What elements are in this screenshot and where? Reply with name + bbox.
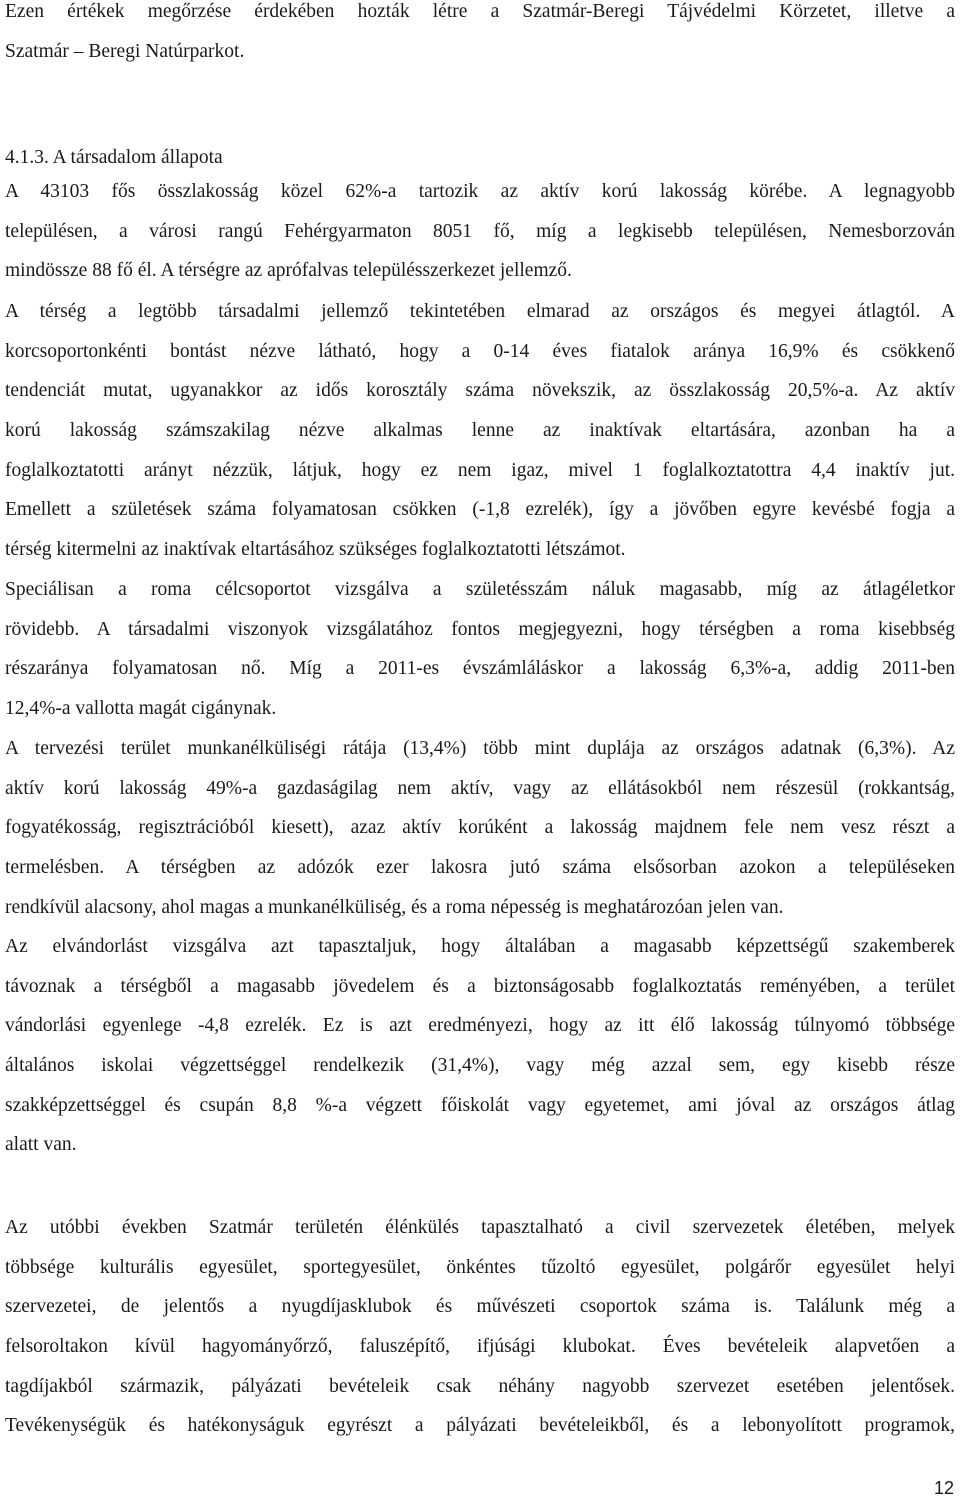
- text-line: többsége kulturális egyesület, sportegyesület, önkéntes tűzoltó egyesület, polgárőr egyesület helyi: [5, 1256, 955, 1278]
- text-line: Az elvándorlást vizsgálva azt tapasztaljuk, hogy általában a magasabb képzettségű szakemberek: [5, 936, 955, 957]
- text-line: általános iskolai végzettséggel rendelkezik (31,4%), vagy még azzal sem, egy kisebb része: [5, 1055, 955, 1077]
- text-line: termelésben. A térségben az adózók ezer lakosra jutó száma elsősorban azokon a településeken: [5, 857, 955, 879]
- text-line: aktív korú lakosság 49%-a gazdaságilag nem aktív, vagy az ellátásokból nem részesül (rokkantság,: [5, 777, 955, 799]
- text-line: szakképzettséggel és csupán 8,8 %-a végzett főiskolát vagy egyetemet, ami jóval az országos átlag: [5, 1094, 955, 1116]
- text-line: Speciálisan a roma célcsoportot vizsgálva a születésszám náluk magasabb, míg az átlagéletkor: [5, 579, 955, 600]
- text-line: távoznak a térségből a magasabb jövedelem és a biztonságosabb foglalkoztatás reményében, a terület: [5, 975, 955, 997]
- paragraph-unemployment: [5, 729, 955, 927]
- paragraph-social-indicators: [5, 292, 955, 570]
- text-line: fogyatékosság, regisztrációból kiesett), azaz aktív korúként a lakosság majdnem fele nem vesz részt a: [5, 817, 955, 839]
- text-line: A térség a legtöbb társadalmi jellemző tekintetében elmarad az országos és megyei átlagtól. A: [5, 301, 955, 322]
- text-line: Emellett a születések száma folyamatosan csökken (-1,8 ezrelék), így a jövőben egyre kevésbé fogja a: [5, 499, 955, 521]
- text-line: 12,4%-a vallotta magát cigánynak.: [5, 698, 277, 720]
- text-line: foglalkoztatotti arányt nézzük, látjuk, hogy ez nem igaz, mivel 1 foglalkoztatottra 4,4 inaktív jut.: [5, 459, 955, 481]
- text-line: A 43103 fős összlakosság közel 62%-a tartozik az aktív korú lakosság körébe. A legnagyobb: [5, 181, 955, 202]
- text-line: mindössze 88 fő él. A térségre az aprófalvas településszerkezet jellemző.: [5, 260, 572, 282]
- text-line: alatt van.: [5, 1134, 77, 1156]
- text-line: Szatmár – Beregi Natúrparkot.: [5, 40, 245, 62]
- text-line: rövidebb. A társadalmi viszonyok vizsgálatához fontos megjegyezni, hogy térségben a roma kisebbség: [5, 618, 955, 640]
- paragraph-population: [5, 172, 955, 291]
- text-line: Ezen értékek megőrzése érdekében hozták létre a Szatmár-Beregi Tájvédelmi Körzetet, illetve a: [5, 1, 955, 22]
- text-line: térség kitermelni az inaktívak eltartásához szükséges foglalkoztatotti létszámot.: [5, 539, 626, 561]
- section-heading: 4.1.3. A társadalom állapota: [5, 147, 223, 168]
- text-line: korcsoportonkénti bontást nézve látható, hogy a 0-14 éves fiatalok aránya 16,9% és csökkenő: [5, 340, 955, 362]
- text-line: A tervezési terület munkanélküliségi rátája (13,4%) több mint duplája az országos adatnak (6,3%). Az: [5, 738, 955, 759]
- text-line: korú lakosság számszakilag nézve alkalmas lenne az inaktívak eltartására, azonban ha a: [5, 420, 955, 442]
- paragraph-roma: [5, 570, 955, 729]
- text-line: szervezetei, de jelentős a nyugdíjasklubok és művészeti csoportok száma is. Találunk még a: [5, 1296, 955, 1318]
- text-line: Tevékenységük és hatékonyságuk egyrészt a pályázati bevételeikből, és a lebonyolított programok,: [5, 1415, 955, 1437]
- paragraph-migration: [5, 927, 955, 1165]
- text-line: felsoroltakon kívül hagyományőrző, faluszépítő, ifjúsági klubokat. Éves bevételeik alapvetően a: [5, 1336, 955, 1358]
- text-line: településen, a városi rangú Fehérgyarmaton 8051 fő, míg a legkisebb településen, Nemesborzován: [5, 220, 955, 242]
- page-number: 12: [933, 1478, 954, 1498]
- text-line: tagdíjakból származik, pályázati bevételeik csak néhány nagyobb szervezet esetében jelentősek.: [5, 1375, 955, 1397]
- paragraph-intro: [5, 0, 955, 71]
- text-line: rendkívül alacsony, ahol magas a munkanélküliség, és a roma népesség is meghatározóan jelen van.: [5, 896, 784, 918]
- text-line: tendenciát mutat, ugyanakkor az idős korosztály száma növekszik, az összlakosság 20,5%-a. Az aktív: [5, 380, 955, 402]
- text-line: Az utóbbi években Szatmár területén élénkülés tapasztalható a civil szervezetek életében, melyek: [5, 1217, 955, 1238]
- text-line: vándorlási egyenlege -4,8 ezrelék. Ez is azt eredményezi, hogy az itt élő lakosság túlnyomó többsége: [5, 1015, 955, 1037]
- text-line: részaránya folyamatosan nő. Míg a 2011-es évszámláláskor a lakosság 6,3%-a, addig 2011-ben: [5, 658, 955, 680]
- paragraph-civil-organizations: [5, 1208, 955, 1446]
